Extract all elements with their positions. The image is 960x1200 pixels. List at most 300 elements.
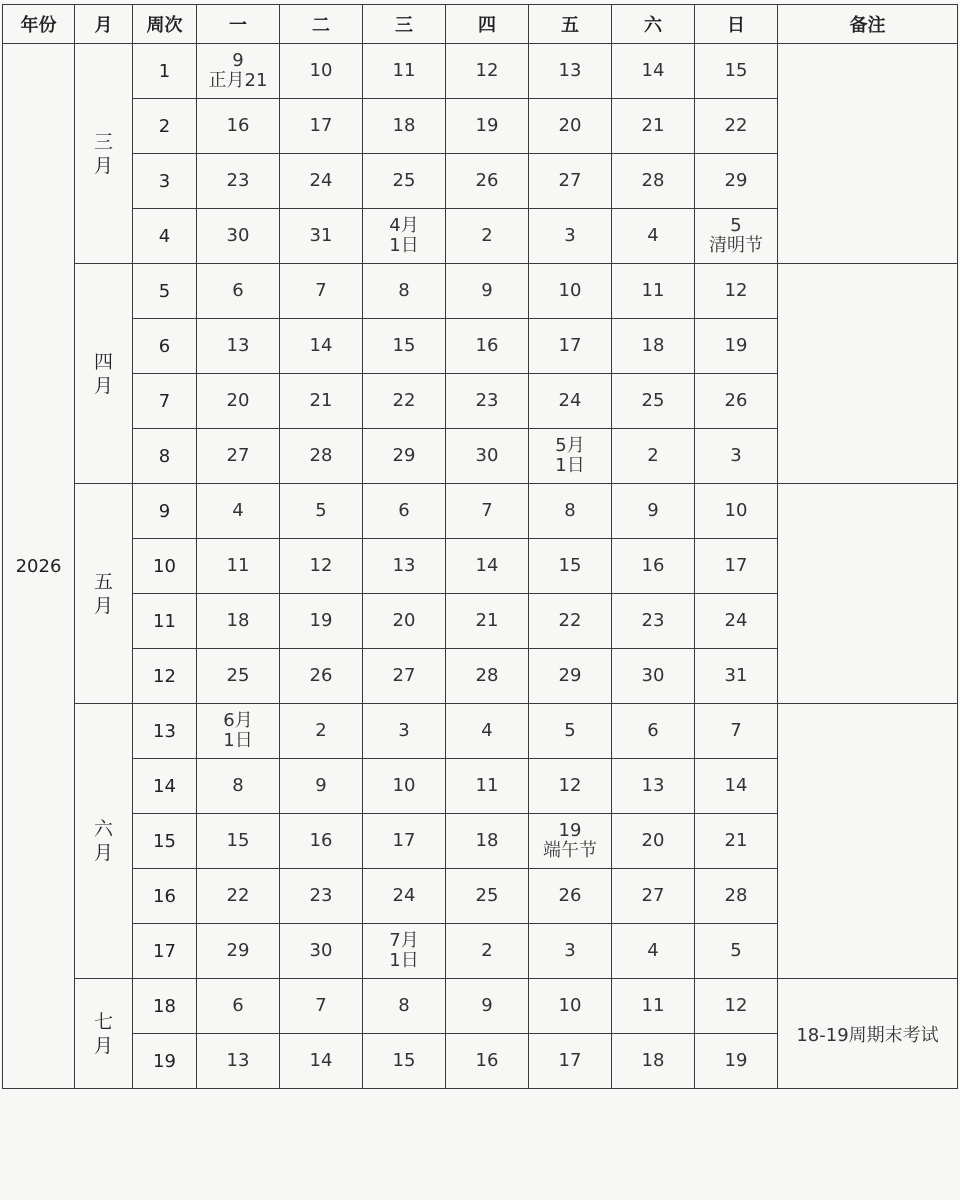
day-number: 27	[558, 170, 582, 191]
header-day-mon: 一	[197, 5, 280, 44]
day-note: 清明节	[709, 235, 763, 256]
day-number: 6	[232, 280, 244, 301]
header-day-sun: 日	[695, 5, 778, 44]
day-number: 14	[309, 1050, 333, 1071]
day-number: 25	[392, 170, 416, 191]
day-number: 4	[647, 225, 659, 246]
header-year: 年份	[3, 5, 75, 44]
day-cell	[529, 374, 612, 429]
day-number: 12	[724, 280, 748, 301]
day-cell	[529, 759, 612, 814]
day-number: 17	[558, 335, 582, 356]
week-number: 19	[133, 1034, 197, 1089]
day-number: 4	[232, 500, 244, 521]
day-number: 6	[232, 995, 244, 1016]
day-number: 5	[315, 500, 327, 521]
day-number: 19	[558, 820, 582, 841]
day-number: 16	[309, 830, 333, 851]
day-number: 13	[558, 60, 582, 81]
day-cell	[446, 374, 529, 429]
day-cell	[280, 759, 363, 814]
day-number: 17	[558, 1050, 582, 1071]
day-cell	[446, 594, 529, 649]
day-number: 18	[475, 830, 499, 851]
day-number: 26	[724, 390, 748, 411]
day-number: 12	[475, 60, 499, 81]
day-cell	[363, 924, 446, 979]
day-cell	[280, 649, 363, 704]
day-cell	[446, 44, 529, 99]
day-cell	[280, 99, 363, 154]
day-number: 25	[226, 665, 250, 686]
day-cell	[280, 44, 363, 99]
day-number: 13	[641, 775, 665, 796]
day-number: 20	[392, 610, 416, 631]
day-cell	[529, 924, 612, 979]
day-note: 正月21	[208, 70, 268, 91]
day-number: 25	[641, 390, 665, 411]
day-cell	[363, 374, 446, 429]
day-number: 13	[226, 1050, 250, 1071]
day-cell	[280, 374, 363, 429]
day-cell	[695, 264, 778, 319]
day-number: 7	[730, 720, 742, 741]
month-label: 六月	[93, 818, 113, 864]
day-cell	[695, 594, 778, 649]
day-cell	[695, 484, 778, 539]
day-number: 6	[398, 500, 410, 521]
day-cell	[612, 44, 695, 99]
week-number: 11	[133, 594, 197, 649]
day-cell	[695, 44, 778, 99]
day-number: 11	[475, 775, 499, 796]
day-cell	[280, 924, 363, 979]
day-number: 16	[475, 1050, 499, 1071]
day-number: 23	[226, 170, 250, 191]
month-label: 四月	[93, 350, 113, 397]
day-cell	[197, 209, 280, 264]
header-week: 周次	[133, 5, 197, 44]
day-number: 14	[724, 775, 748, 796]
day-cell	[695, 814, 778, 869]
day-cell	[695, 979, 778, 1034]
day-number: 2	[481, 940, 493, 961]
day-cell	[363, 539, 446, 594]
day-number: 26	[475, 170, 499, 191]
day-cell	[695, 924, 778, 979]
day-cell	[446, 979, 529, 1034]
day-number: 6	[647, 720, 659, 741]
day-number: 20	[641, 830, 665, 851]
day-number: 15	[724, 60, 748, 81]
day-number: 4	[481, 720, 493, 741]
day-number: 31	[724, 665, 748, 686]
day-cell	[612, 484, 695, 539]
day-cell	[363, 649, 446, 704]
day-cell	[363, 979, 446, 1034]
day-number: 29	[724, 170, 748, 191]
day-number: 24	[558, 390, 582, 411]
day-note: 1日	[389, 950, 419, 971]
day-number: 23	[641, 610, 665, 631]
header-day-wed: 三	[363, 5, 446, 44]
day-note: 1日	[555, 455, 585, 476]
header-month: 月	[75, 5, 133, 44]
day-cell	[695, 99, 778, 154]
day-number: 3	[730, 445, 742, 466]
day-cell	[446, 539, 529, 594]
day-cell	[446, 704, 529, 759]
day-number: 28	[309, 445, 333, 466]
day-cell	[612, 99, 695, 154]
day-cell	[280, 594, 363, 649]
day-number: 22	[226, 885, 250, 906]
header-row	[3, 5, 958, 44]
day-cell	[446, 484, 529, 539]
day-cell	[695, 869, 778, 924]
day-cell	[363, 154, 446, 209]
day-cell	[529, 99, 612, 154]
day-number: 27	[226, 445, 250, 466]
day-number: 8	[232, 775, 244, 796]
day-cell	[695, 209, 778, 264]
day-cell	[446, 209, 529, 264]
week-row	[3, 484, 958, 539]
day-number: 17	[392, 830, 416, 851]
day-number: 16	[641, 555, 665, 576]
day-number: 21	[475, 610, 499, 631]
header-day-sat: 六	[612, 5, 695, 44]
day-cell	[280, 264, 363, 319]
day-number: 4	[647, 940, 659, 961]
day-cell	[197, 594, 280, 649]
day-cell	[612, 759, 695, 814]
day-number: 30	[226, 225, 250, 246]
remark-cell: 18-19周期末考试	[778, 979, 958, 1089]
day-number: 26	[558, 885, 582, 906]
day-cell	[280, 209, 363, 264]
day-cell	[695, 154, 778, 209]
day-number: 22	[724, 115, 748, 136]
day-cell	[612, 429, 695, 484]
day-cell	[695, 374, 778, 429]
day-number: 5	[730, 215, 742, 236]
day-number: 5	[730, 940, 742, 961]
day-number: 14	[475, 555, 499, 576]
day-cell	[363, 99, 446, 154]
day-cell	[612, 979, 695, 1034]
header-day-tue: 二	[280, 5, 363, 44]
day-number: 20	[226, 390, 250, 411]
day-number: 10	[309, 60, 333, 81]
day-cell	[197, 374, 280, 429]
day-number: 10	[558, 995, 582, 1016]
day-cell	[446, 1034, 529, 1089]
calendar-body	[3, 44, 958, 1089]
month-cell	[75, 979, 133, 1089]
day-number: 13	[392, 555, 416, 576]
day-number: 5	[564, 720, 576, 741]
month-label: 七月	[93, 1010, 113, 1057]
day-cell	[529, 209, 612, 264]
week-number: 12	[133, 649, 197, 704]
day-cell	[612, 924, 695, 979]
day-cell	[529, 649, 612, 704]
day-cell	[529, 979, 612, 1034]
day-cell	[695, 649, 778, 704]
day-cell	[529, 539, 612, 594]
day-number: 14	[309, 335, 333, 356]
day-number: 15	[226, 830, 250, 851]
day-cell	[197, 429, 280, 484]
day-cell	[363, 264, 446, 319]
day-cell	[197, 484, 280, 539]
day-cell	[612, 1034, 695, 1089]
day-note: 1日	[223, 730, 253, 751]
day-number: 18	[641, 335, 665, 356]
month-cell	[75, 484, 133, 704]
day-number: 15	[392, 1050, 416, 1071]
day-cell	[363, 759, 446, 814]
day-note: 端午节	[543, 840, 597, 861]
day-cell	[695, 759, 778, 814]
day-number: 18	[226, 610, 250, 631]
day-cell	[695, 429, 778, 484]
day-number: 19	[475, 115, 499, 136]
day-number: 24	[309, 170, 333, 191]
day-cell	[695, 539, 778, 594]
day-cell	[612, 814, 695, 869]
day-cell	[197, 264, 280, 319]
day-cell	[280, 154, 363, 209]
day-cell	[612, 594, 695, 649]
day-cell	[529, 429, 612, 484]
day-cell	[280, 1034, 363, 1089]
day-cell	[529, 44, 612, 99]
day-cell	[612, 539, 695, 594]
day-number: 29	[558, 665, 582, 686]
week-row	[3, 704, 958, 759]
day-number: 7	[315, 995, 327, 1016]
day-number: 22	[558, 610, 582, 631]
day-cell	[197, 869, 280, 924]
day-number: 2	[315, 720, 327, 741]
day-cell	[280, 319, 363, 374]
day-cell	[612, 869, 695, 924]
week-number: 8	[133, 429, 197, 484]
day-number: 4月	[389, 215, 419, 236]
day-number: 24	[724, 610, 748, 631]
day-number: 29	[226, 940, 250, 961]
day-number: 8	[398, 995, 410, 1016]
day-number: 11	[226, 555, 250, 576]
day-number: 3	[564, 225, 576, 246]
day-cell	[197, 539, 280, 594]
day-cell	[197, 44, 280, 99]
day-cell	[280, 814, 363, 869]
day-number: 5月	[555, 435, 585, 456]
day-cell	[197, 979, 280, 1034]
week-number: 17	[133, 924, 197, 979]
day-number: 7月	[389, 930, 419, 951]
day-number: 2	[481, 225, 493, 246]
day-cell	[197, 1034, 280, 1089]
month-cell	[75, 264, 133, 484]
header-day-fri: 五	[529, 5, 612, 44]
day-number: 24	[392, 885, 416, 906]
day-cell	[280, 704, 363, 759]
day-cell	[363, 869, 446, 924]
day-cell	[695, 319, 778, 374]
week-number: 14	[133, 759, 197, 814]
day-number: 14	[641, 60, 665, 81]
day-number: 15	[558, 555, 582, 576]
day-cell	[529, 264, 612, 319]
day-number: 16	[226, 115, 250, 136]
week-number: 4	[133, 209, 197, 264]
day-number: 30	[475, 445, 499, 466]
day-cell	[280, 979, 363, 1034]
day-number: 15	[392, 335, 416, 356]
day-number: 2	[647, 445, 659, 466]
week-number: 10	[133, 539, 197, 594]
day-cell	[612, 374, 695, 429]
day-number: 7	[481, 500, 493, 521]
week-number: 7	[133, 374, 197, 429]
remark-cell	[778, 484, 958, 704]
day-cell	[612, 209, 695, 264]
day-cell	[363, 319, 446, 374]
day-number: 23	[309, 885, 333, 906]
day-cell	[446, 869, 529, 924]
day-number: 19	[724, 335, 748, 356]
day-number: 9	[481, 280, 493, 301]
day-cell	[446, 924, 529, 979]
day-note: 1日	[389, 235, 419, 256]
day-cell	[446, 649, 529, 704]
week-number: 9	[133, 484, 197, 539]
day-cell	[280, 429, 363, 484]
day-cell	[363, 1034, 446, 1089]
day-cell	[363, 44, 446, 99]
day-cell	[446, 264, 529, 319]
day-cell	[529, 319, 612, 374]
day-cell	[695, 704, 778, 759]
day-number: 22	[392, 390, 416, 411]
year-cell: 2026	[3, 44, 75, 1089]
day-number: 28	[641, 170, 665, 191]
day-number: 23	[475, 390, 499, 411]
remark-cell	[778, 44, 958, 264]
day-number: 28	[475, 665, 499, 686]
day-cell	[529, 154, 612, 209]
day-number: 13	[226, 335, 250, 356]
day-number: 19	[724, 1050, 748, 1071]
month-cell	[75, 704, 133, 979]
day-number: 18	[392, 115, 416, 136]
day-number: 9	[232, 50, 244, 71]
day-cell	[197, 319, 280, 374]
day-cell	[280, 539, 363, 594]
day-cell	[197, 704, 280, 759]
month-label: 五月	[93, 570, 113, 617]
day-number: 28	[724, 885, 748, 906]
day-number: 8	[564, 500, 576, 521]
day-number: 17	[724, 555, 748, 576]
month-cell	[75, 44, 133, 264]
day-cell	[363, 429, 446, 484]
day-number: 12	[309, 555, 333, 576]
day-number: 21	[724, 830, 748, 851]
day-cell	[612, 154, 695, 209]
day-number: 20	[558, 115, 582, 136]
day-cell	[197, 99, 280, 154]
day-number: 11	[641, 995, 665, 1016]
week-number: 2	[133, 99, 197, 154]
header-day-thu: 四	[446, 5, 529, 44]
week-number: 1	[133, 44, 197, 99]
day-cell	[197, 759, 280, 814]
day-cell	[529, 484, 612, 539]
day-cell	[280, 484, 363, 539]
day-number: 29	[392, 445, 416, 466]
remark-cell	[778, 704, 958, 979]
day-number: 18	[641, 1050, 665, 1071]
day-number: 10	[558, 280, 582, 301]
day-cell	[612, 704, 695, 759]
day-number: 21	[309, 390, 333, 411]
day-cell	[446, 99, 529, 154]
day-cell	[280, 869, 363, 924]
day-number: 12	[724, 995, 748, 1016]
week-number: 15	[133, 814, 197, 869]
day-number: 9	[315, 775, 327, 796]
day-cell	[446, 814, 529, 869]
week-number: 13	[133, 704, 197, 759]
remark-cell	[778, 264, 958, 484]
day-number: 6月	[223, 710, 253, 731]
day-cell	[446, 154, 529, 209]
day-number: 12	[558, 775, 582, 796]
week-number: 16	[133, 869, 197, 924]
day-number: 21	[641, 115, 665, 136]
day-cell	[197, 814, 280, 869]
day-cell	[529, 869, 612, 924]
day-number: 3	[398, 720, 410, 741]
day-number: 17	[309, 115, 333, 136]
month-label: 三月	[93, 130, 113, 177]
week-number: 5	[133, 264, 197, 319]
day-number: 8	[398, 280, 410, 301]
day-number: 27	[641, 885, 665, 906]
day-cell	[612, 319, 695, 374]
day-number: 9	[647, 500, 659, 521]
day-cell	[363, 209, 446, 264]
day-number: 26	[309, 665, 333, 686]
day-cell	[197, 154, 280, 209]
week-row	[3, 44, 958, 99]
day-number: 11	[641, 280, 665, 301]
day-number: 9	[481, 995, 493, 1016]
day-cell	[446, 429, 529, 484]
day-cell	[612, 264, 695, 319]
week-row	[3, 264, 958, 319]
day-number: 25	[475, 885, 499, 906]
day-number: 16	[475, 335, 499, 356]
day-number: 10	[392, 775, 416, 796]
day-cell	[529, 814, 612, 869]
day-number: 31	[309, 225, 333, 246]
